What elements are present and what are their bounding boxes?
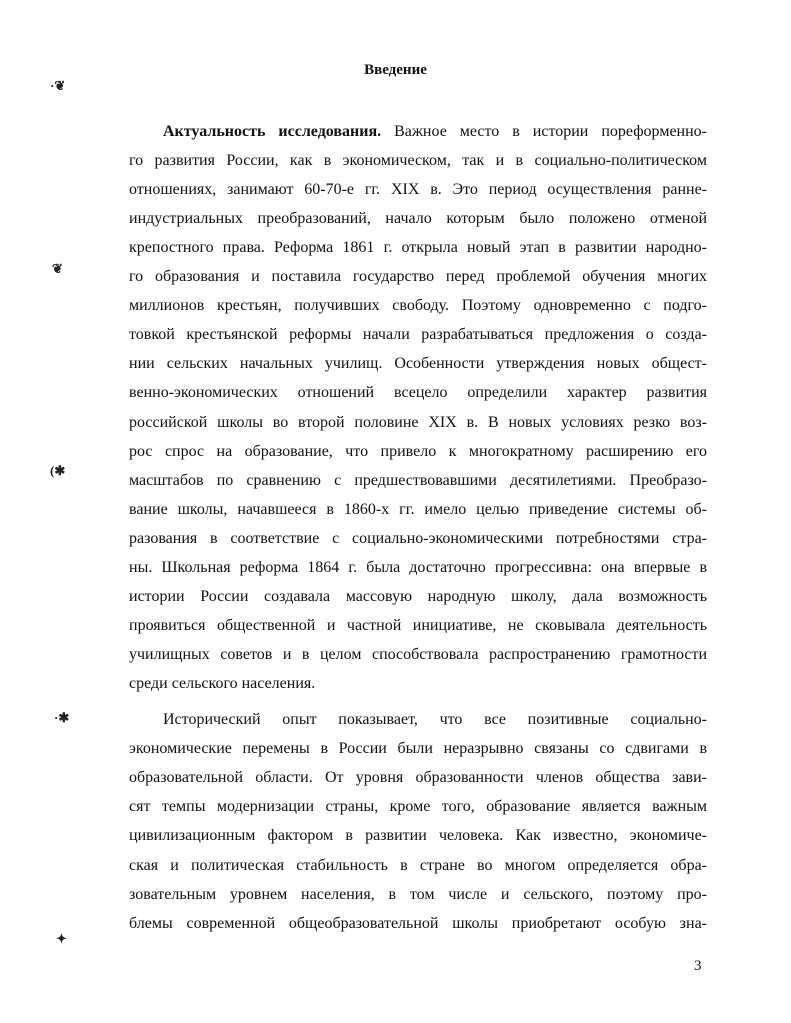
paragraph-line: зовательным уровнем населения, в том числе и сельского, поэтому про- — [129, 886, 707, 903]
paragraph-line: миллионов крестьян, получивших свободу. Поэтому одновременно с подго- — [129, 297, 707, 314]
paragraph-line: российской школы во второй половине XIX в. В новых условиях резко воз- — [129, 414, 707, 431]
margin-mark: ❦ — [52, 261, 63, 276]
paragraph-line: отношениях, занимают 60-70-е гг. XIX в. Это период осуществления ранне- — [129, 181, 707, 198]
paragraph-line: сят темпы модернизации страны, кроме того, образование является важным — [129, 798, 707, 815]
paragraph-line: образовательной области. От уровня образованности членов общества зави- — [129, 769, 707, 786]
paragraph-line: училищных советов и в целом способствовала распространению грамотности — [129, 646, 707, 663]
margin-mark: (✱ — [50, 463, 66, 478]
lead-heading: Актуальность исследования. — [163, 123, 382, 140]
paragraph-line: проявиться общественной и частной инициативе, не сковывала деятельность — [129, 617, 707, 634]
margin-mark: ·✱ — [54, 710, 70, 725]
paragraph-line: ская и политическая стабильность в стране во многом определяется обра- — [129, 857, 707, 874]
paragraph-line: нии сельских начальных училищ. Особенности утверждения новых общест- — [129, 355, 707, 372]
page-number: 3 — [694, 958, 702, 974]
lead-text: Важное место в истории пореформенно- — [381, 123, 707, 140]
paragraph-line: среди сельского населения. — [129, 675, 316, 692]
paragraph-line: го образования и поставила государство перед проблемой обучения многих — [129, 268, 707, 285]
page-title: Введение — [364, 62, 427, 78]
paragraph-line: блемы современной общеобразовательной школы приобретают особую зна- — [129, 915, 707, 932]
paragraph-line: рос спрос на образование, что привело к многократному расширению его — [129, 443, 707, 460]
paragraph-line: ны. Школьная реформа 1864 г. была достаточно прогрессивна: она впервые в — [129, 559, 707, 576]
paragraph-line: цивилизационным фактором в развитии человека. Как известно, экономиче- — [129, 827, 707, 844]
paragraph-line: индустриальных преобразований, начало которым было положено отменой — [129, 210, 707, 227]
paragraph-line: масштабов по сравнению с предшествовавшими десятилетиями. Преобразо- — [129, 472, 707, 489]
paragraph-line: вание школы, начавшееся в 1860-х гг. имело целью приведение системы об- — [129, 501, 707, 518]
margin-mark: ✦ — [56, 931, 67, 946]
paragraph-line — [163, 122, 707, 142]
paragraph-line: венно-экономических отношений всецело определили характер развития — [129, 384, 707, 401]
paragraph-line: истории России создавала массовую народную школу, дала возможность — [129, 588, 707, 605]
paragraph-line: крепостного права. Реформа 1861 г. открыла новый этап в развитии народно- — [129, 239, 707, 256]
paragraph-line: го развития России, как в экономическом, так и в социально-политическом — [129, 152, 707, 169]
paragraph-line: экономические перемены в России были неразрывно связаны со сдвигами в — [129, 740, 707, 757]
paragraph-line: Исторический опыт показывает, что все позитивные социально- — [163, 711, 707, 728]
margin-mark: ·❦ — [50, 78, 66, 93]
paragraph-line: разования в соответствие с социально-экономическими потребностями стра- — [129, 530, 707, 547]
paragraph-line: товкой крестьянской реформы начали разрабатываться предложения о созда- — [129, 326, 707, 343]
